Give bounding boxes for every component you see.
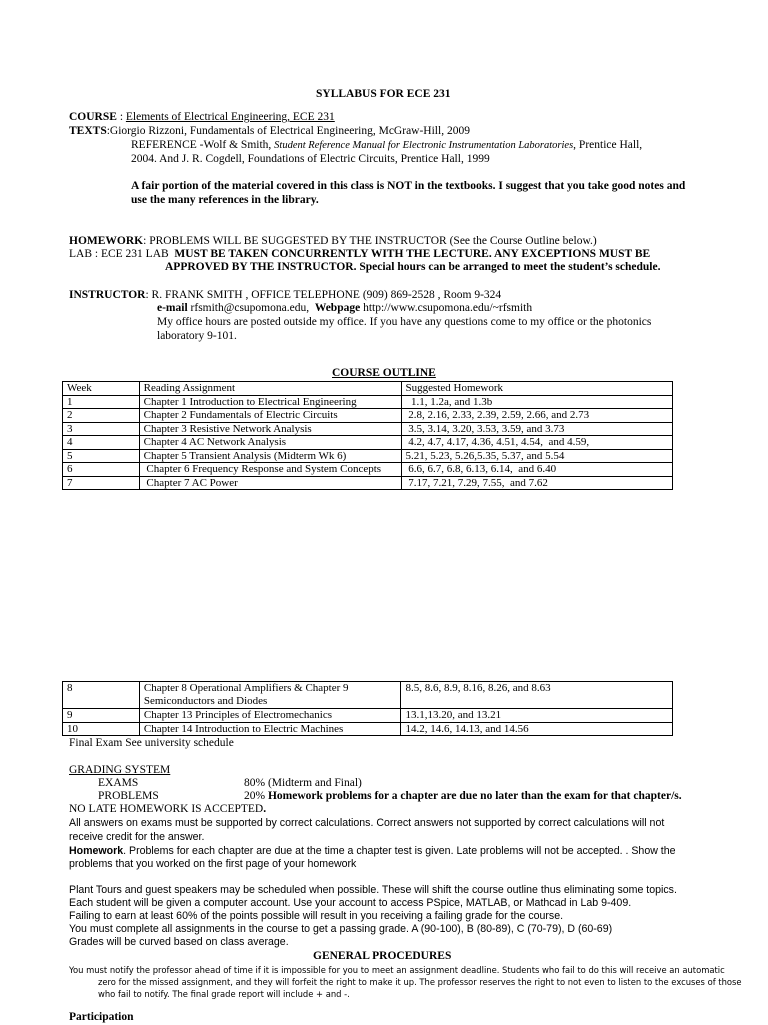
course-outline-table-continued — [62, 681, 673, 736]
week-cell: 10 — [63, 722, 140, 736]
reading-cell: Chapter 7 AC Power — [139, 476, 401, 490]
reading-cell: Chapter 2 Fundamentals of Electric Circuits — [139, 409, 401, 423]
misc-line: Failing to earn at least 60% of the points possible will result in you receiving a failing grade for the course. — [69, 910, 564, 922]
homework-line — [69, 235, 597, 249]
homework-text: : PROBLEMS WILL BE SUGGESTED BY THE INSTRUCTOR (See the Course Outline below.) — [143, 235, 597, 247]
table-row — [63, 449, 673, 463]
problems-rule: Homework problems for a chapter are due no later than the exam for that chapter/s — [267, 790, 679, 802]
header-reading: Reading Assignment — [139, 382, 401, 396]
reference-title: Student Reference Manual for Electronic Instrumentation Laboratories — [274, 140, 574, 151]
homework-cell: 2.8, 2.16, 2.33, 2.39, 2.59, 2.66, and 2.73 — [401, 409, 672, 423]
week-cell: 6 — [63, 463, 140, 477]
homework-cell: 6.6, 6.7, 6.8, 6.13, 6.14, and 6.40 — [401, 463, 672, 477]
header-week: Week — [63, 382, 140, 396]
misc-line: Plant Tours and guest speakers may be scheduled when possible. These will shift the course outline thus eliminating some topics. — [69, 884, 677, 896]
table-row — [63, 476, 673, 490]
course-value: Elements of Electrical Engineering, ECE 231 — [125, 111, 335, 123]
texts-line — [69, 125, 470, 139]
week-cell: 3 — [63, 422, 140, 436]
homework-cell: 13.1,13.20, and 13.21 — [401, 709, 673, 723]
grading-heading: GRADING SYSTEM — [69, 764, 171, 776]
texts-primary: :Giorgio Rizzoni, Fundamentals of Electrical Engineering, McGraw-Hill, 2009 — [106, 125, 470, 137]
participation-heading: Participation — [69, 1011, 134, 1023]
exams-value: 80% (Midterm and Final) — [244, 777, 362, 789]
homework-cell: 8.5, 8.6, 8.9, 8.16, 8.26, and 8.63 — [401, 682, 673, 709]
general-line-2: zero for the missed assignment, and they will forfeit the right to make it up. The professor reserves the right to not even to listen to the excuses of those — [98, 977, 742, 987]
table-row — [63, 409, 673, 423]
reference-suffix: , Prentice Hall, — [573, 139, 643, 151]
reading-cell: Chapter 5 Transient Analysis (Midterm Wk 6) — [139, 449, 401, 463]
table-header-row — [63, 382, 673, 396]
problems-value: 20% — [244, 790, 266, 802]
homework-cell: 5.21, 5.23, 5.26,5.35, 5.37, and 5.54 — [401, 449, 672, 463]
table-row — [63, 722, 673, 736]
week-cell: 2 — [63, 409, 140, 423]
webpage-url: http://www.csupomona.edu/~rfsmith — [363, 302, 533, 314]
table-row — [63, 422, 673, 436]
week-cell: 7 — [63, 476, 140, 490]
final-exam-line: Final Exam See university schedule — [69, 737, 234, 749]
notice-line-2: use the many references in the library. — [131, 194, 319, 206]
homework-cell: 3.5, 3.14, 3.20, 3.53, 3.59, and 3.73 — [401, 422, 672, 436]
no-late-line: NO LATE HOMEWORK IS ACCEPTED. — [69, 803, 267, 815]
office-hours-line: My office hours are posted outside my office. If you have any questions come to my office or the photonics — [157, 316, 652, 328]
week-cell: 4 — [63, 436, 140, 450]
lab-line — [69, 248, 650, 262]
reading-cell: Chapter 13 Principles of Electromechanics — [139, 709, 401, 723]
course-label: COURSE — [69, 111, 117, 123]
week-cell: 5 — [63, 449, 140, 463]
answers-line-2: receive credit for the answer. — [69, 831, 205, 843]
reference-prefix: REFERENCE -Wolf & Smith, — [131, 139, 275, 151]
homework-rule-label: Homework — [69, 845, 124, 857]
email-label: e-mail — [157, 302, 188, 314]
week-cell: 1 — [63, 395, 140, 409]
general-line-1: You must notify the professor ahead of time if it is impossible for you to meet an assignment deadline. Students who fail to do this will receive an automatic — [69, 965, 725, 975]
reading-cell: Chapter 3 Resistive Network Analysis — [139, 422, 401, 436]
lab-requirement-2: APPROVED BY THE INSTRUCTOR. Special hours can be arranged to meet the student’s schedule. — [165, 261, 661, 273]
reading-cell: Chapter 1 Introduction to Electrical Engineering — [139, 395, 401, 409]
table-row — [63, 463, 673, 477]
texts-label: TEXTS — [69, 125, 107, 137]
instructor-line — [69, 289, 501, 303]
no-late-text: NO LATE HOMEWORK IS ACCEPTED — [69, 803, 264, 815]
homework-label: HOMEWORK — [69, 235, 144, 247]
lab-requirement: MUST BE TAKEN CONCURRENTLY WITH THE LECTURE. ANY EXCEPTIONS MUST BE — [174, 248, 651, 260]
table-row — [63, 436, 673, 450]
answers-line-1: All answers on exams must be supported by correct calculations. Correct answers not supported by correct calculations will not — [69, 817, 665, 829]
table-row — [63, 682, 673, 709]
instructor-details: : R. FRANK SMITH , OFFICE TELEPHONE (909) 869-2528 , Room 9-324 — [145, 289, 502, 301]
lab-label: LAB : ECE 231 LAB — [69, 248, 169, 260]
misc-line: Grades will be curved based on class average. — [69, 936, 289, 948]
table-row — [63, 709, 673, 723]
homework-rule-line-2: problems that you worked on the first page of your homework — [69, 858, 357, 870]
header-homework: Suggested Homework — [401, 382, 672, 396]
misc-line: Each student will be given a computer account. Use your account to access PSpice, MATLAB, or Mathcad in Lab 9-409. — [69, 897, 632, 909]
office-hours-line-2: laboratory 9-101. — [157, 330, 237, 342]
notice-line-1: A fair portion of the material covered in this class is NOT in the textbooks. I suggest that you take good notes and — [131, 180, 686, 192]
misc-line: You must complete all assignments in the course to get a passing grade. A (90-100), B (80-89), C (70-79), D (60-69) — [69, 923, 613, 935]
week-cell: 8 — [63, 682, 140, 709]
homework-cell: 7.17, 7.21, 7.29, 7.55, and 7.62 — [401, 476, 672, 490]
page-title: SYLLABUS FOR ECE 231 — [316, 88, 451, 100]
homework-rule-text: . Problems for each chapter are due at the time a chapter test is given. Late problems will not be accepted. . Show the — [123, 845, 676, 857]
homework-cell: 4.2, 4.7, 4.17, 4.36, 4.51, 4.54, and 4.59, — [401, 436, 672, 450]
reading-cell: Chapter 14 Introduction to Electric Machines — [139, 722, 401, 736]
problems-label: PROBLEMS — [98, 790, 159, 802]
course-outline-heading: COURSE OUTLINE — [332, 367, 436, 379]
homework-rule-line — [69, 845, 676, 859]
general-line-3: who fail to notify. The final grade report will include + and -. — [98, 989, 350, 999]
exams-label: EXAMS — [98, 777, 139, 789]
homework-cell: 1.1, 1.2a, and 1.3b — [401, 395, 672, 409]
homework-cell: 14.2, 14.6, 14.13, and 14.56 — [401, 722, 673, 736]
reading-cell: Chapter 6 Frequency Response and System Concepts — [139, 463, 401, 477]
reading-cell: Chapter 4 AC Network Analysis — [139, 436, 401, 450]
week-cell: 9 — [63, 709, 140, 723]
webpage-label: Webpage — [314, 302, 361, 314]
reference-line — [131, 139, 642, 153]
reading-cell: Chapter 8 Operational Amplifiers & Chapter 9 Semiconductors and Diodes — [139, 682, 401, 709]
problems-line: 20% Homework problems for a chapter are due no later than the exam for that chapter/s. — [244, 790, 682, 802]
contact-line — [157, 302, 532, 316]
table-row — [63, 395, 673, 409]
reference-line-2: 2004. And J. R. Cogdell, Foundations of Electric Circuits, Prentice Hall, 1999 — [131, 153, 490, 165]
general-procedures-heading: GENERAL PROCEDURES — [313, 950, 452, 962]
instructor-label: INSTRUCTOR — [69, 289, 146, 301]
email-address: rfsmith@csupomona.edu, — [190, 302, 310, 314]
course-outline-table — [62, 381, 673, 490]
course-line: COURSE : Elements of Electrical Engineering, ECE 231 — [69, 111, 335, 123]
